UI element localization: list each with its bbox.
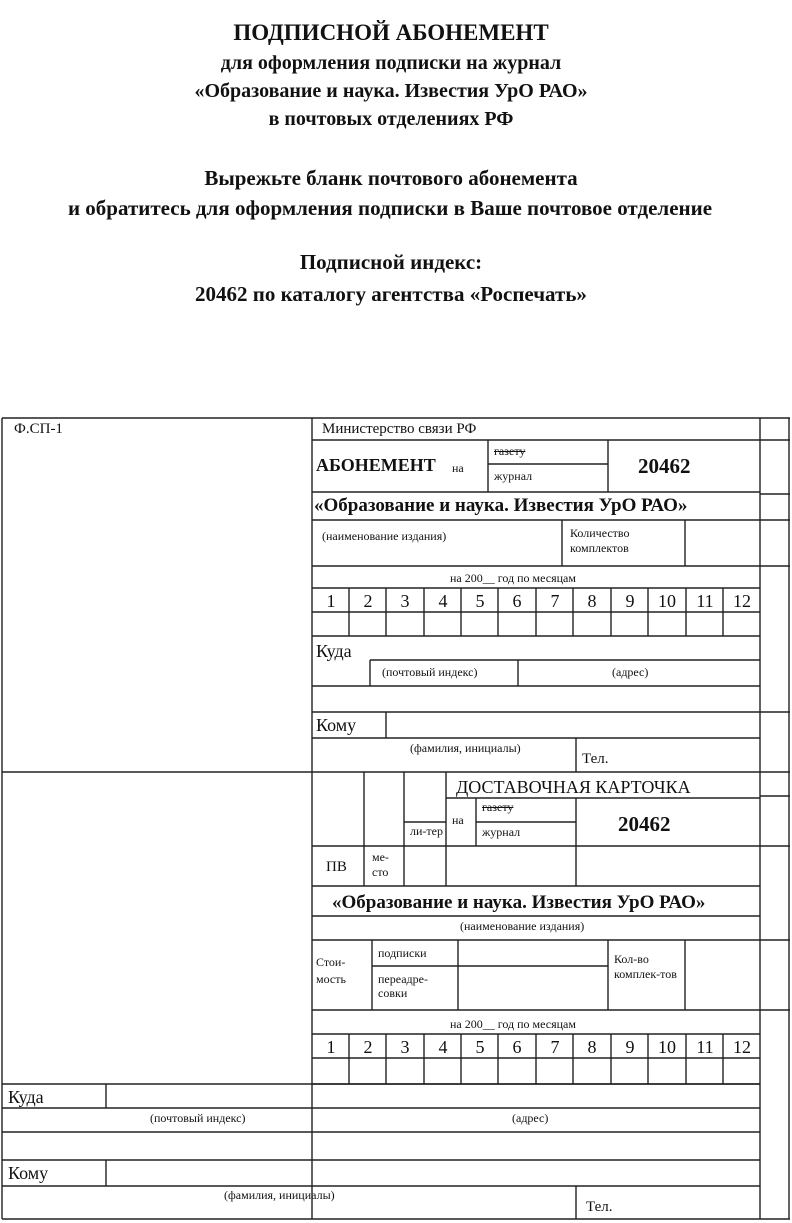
year-label: на 200__ год по месяцам [450,571,576,585]
subtitle-line-3: «Образование и наука. Известия УрО РАО» [194,80,588,102]
place-label: ме-сто [372,850,389,879]
card-month-number: 6 [512,1037,522,1057]
card-quantity-label: Кол-во комплек-тов [614,952,677,981]
card-publication-name: «Образование и наука. Известия УрО РАО» [332,892,706,913]
card-gazette-option: газету [482,800,514,814]
card-month-number: 12 [733,1037,751,1057]
card-postal-index-caption: (почтовый индекс) [150,1111,246,1125]
index-catalog-line: 20462 по каталогу агентства «Роспечать» [195,282,587,306]
card-phone-label: Тел. [586,1199,613,1215]
phone-label: Тел. [582,751,609,767]
to-whom-label: Кому [316,715,357,735]
form-code: Ф.СП-1 [14,421,63,437]
month-number: 9 [625,591,635,611]
page-title: ПОДПИСНОЙ АБОНЕМЕНТ [233,20,549,45]
month-number: 2 [363,591,373,611]
subtitle-line-4: в почтовых отделениях РФ [268,108,514,130]
journal-option: журнал [494,469,533,483]
postal-index-caption: (почтовый индекс) [382,665,478,679]
month-number: 7 [550,591,560,611]
month-number: 12 [733,591,751,611]
card-address-caption: (адрес) [512,1111,549,1125]
month-number: 3 [400,591,410,611]
subscription-label: АБОНЕМЕНТ [316,455,436,475]
card-month-number: 10 [658,1037,676,1057]
month-number: 6 [512,591,522,611]
where-label: Куда [316,641,352,661]
instruction-line-1: Вырежьте бланк почтового абонемента [204,166,578,190]
card-name-caption: (фамилия, инициалы) [224,1188,335,1202]
month-number: 5 [475,591,485,611]
address-caption: (адрес) [612,665,649,679]
subscription-index-value: 20462 [638,454,691,478]
card-year-label: на 200__ год по месяцам [450,1017,576,1031]
on-label: на [452,461,464,475]
subtitle-line-2: для оформления подписки на журнал [220,52,562,74]
ministry-label: Министерство связи РФ [322,421,477,437]
card-index-value: 20462 [618,812,671,836]
card-publication-caption: (наименование издания) [460,919,585,933]
card-where-label: Куда [8,1087,44,1107]
publication-caption: (наименование издания) [322,529,447,543]
readdress-label: переадре-совки [378,972,428,1000]
month-number: 1 [326,591,336,611]
month-number: 4 [438,591,448,611]
card-month-number: 8 [587,1037,597,1057]
card-month-number: 5 [475,1037,485,1057]
card-month-number: 9 [625,1037,635,1057]
month-number: 11 [696,591,714,611]
card-month-number: 11 [696,1037,714,1057]
instruction-line-2: и обратитесь для оформления подписки в Ваше почтовое отделение [67,196,713,220]
card-to-whom-label: Кому [8,1163,49,1183]
quantity-label: Количество комплектов [570,526,630,555]
card-month-number: 2 [363,1037,373,1057]
pv-label: ПВ [326,859,347,875]
card-month-number: 4 [438,1037,448,1057]
month-number: 10 [658,591,676,611]
cost-label: Стои-мость [316,955,346,986]
liter-label: ли-тер [410,824,443,838]
card-month-number: 3 [400,1037,410,1057]
card-journal-option: журнал [482,825,521,839]
delivery-card-title: ДОСТАВОЧНАЯ КАРТОЧКА [456,777,691,797]
subscription-cost-label: подписки [378,946,427,960]
card-on-label: на [452,813,464,827]
index-label: Подписной индекс: [299,250,483,274]
month-number: 8 [587,591,597,611]
card-month-number: 7 [550,1037,560,1057]
name-caption: (фамилия, инициалы) [410,741,521,755]
card-month-number: 1 [326,1037,336,1057]
gazette-option: газету [494,444,526,458]
publication-name: «Образование и наука. Известия УрО РАО» [314,495,688,516]
